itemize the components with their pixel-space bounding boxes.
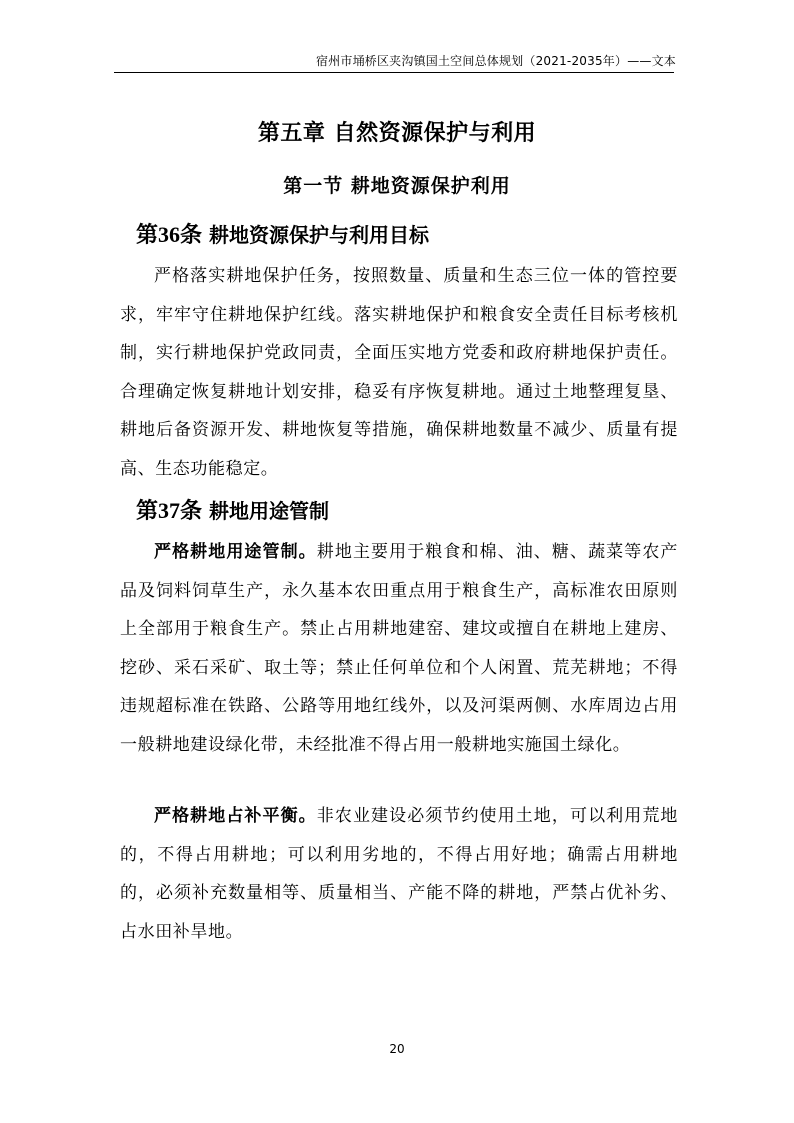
article-37-paragraph-1-lead: 严格耕地用途管制。: [154, 542, 317, 562]
article-37-heading: [136, 494, 329, 525]
article-36-number: 第36条: [136, 222, 203, 247]
article-37-paragraph-2-text: 非农业建设必须节约使用土地，可以利用荒地的，不得占用耕地；可以利用劣地的，不得占用好地；确需占用耕地的，必须补充数量相等、质量相当、产能不降的耕地，严禁占优补劣、占水田补旱地。: [120, 806, 679, 942]
header-divider: [114, 72, 674, 73]
article-37-number: 第37条: [136, 498, 203, 523]
article-37-title: 耕地用途管制: [208, 499, 329, 523]
article-37-paragraph-2-lead: 严格耕地占补平衡。: [154, 806, 317, 826]
article-36-title: 耕地资源保护与利用目标: [208, 223, 429, 247]
chapter-title: 第五章 自然资源保护与利用: [257, 121, 537, 146]
article-37-paragraph-2: [120, 797, 678, 951]
page-number: 20: [389, 1042, 405, 1056]
article-36-paragraph: 严格落实耕地保护任务，按照数量、质量和生态三位一体的管控要求，牢牢守住耕地保护红线。落实耕地保护和粮食安全责任目标考核机制，实行耕地保护党政同责，全面压实地方党委和政府耕地保护责任。合理确定恢复耕地计划安排，稳妥有序恢复耕地。通过土地整理复垦、耕地后备资源开发、耕地恢复等措施，确保耕地数量不减少、质量有提高、生态功能稳定。: [120, 266, 678, 479]
running-header: 宿州市埇桥区夹沟镇国土空间总体规划（2021-2035年）——文本: [315, 54, 676, 68]
section-title: 第一节 耕地资源保护利用: [283, 175, 511, 197]
article-37-paragraph-1: [120, 533, 678, 765]
article-36-heading: [136, 218, 429, 249]
article-37-paragraph-1-text: 耕地主要用于粮食和棉、油、糖、蔬菜等农产品及饲料饲草生产，永久基本农田重点用于粮食生产，高标准农田原则上全部用于粮食生产。禁止占用耕地建窑、建坟或擅自在耕地上建房、挖砂、采石采矿、取土等；禁止任何单位和个人闲置、荒芜耕地；不得违规超标准在铁路、公路等用地红线外，以及河渠两侧、水库周边占用一般耕地建设绿化带，未经批准不得占用一般耕地实施国土绿化。: [120, 542, 679, 755]
